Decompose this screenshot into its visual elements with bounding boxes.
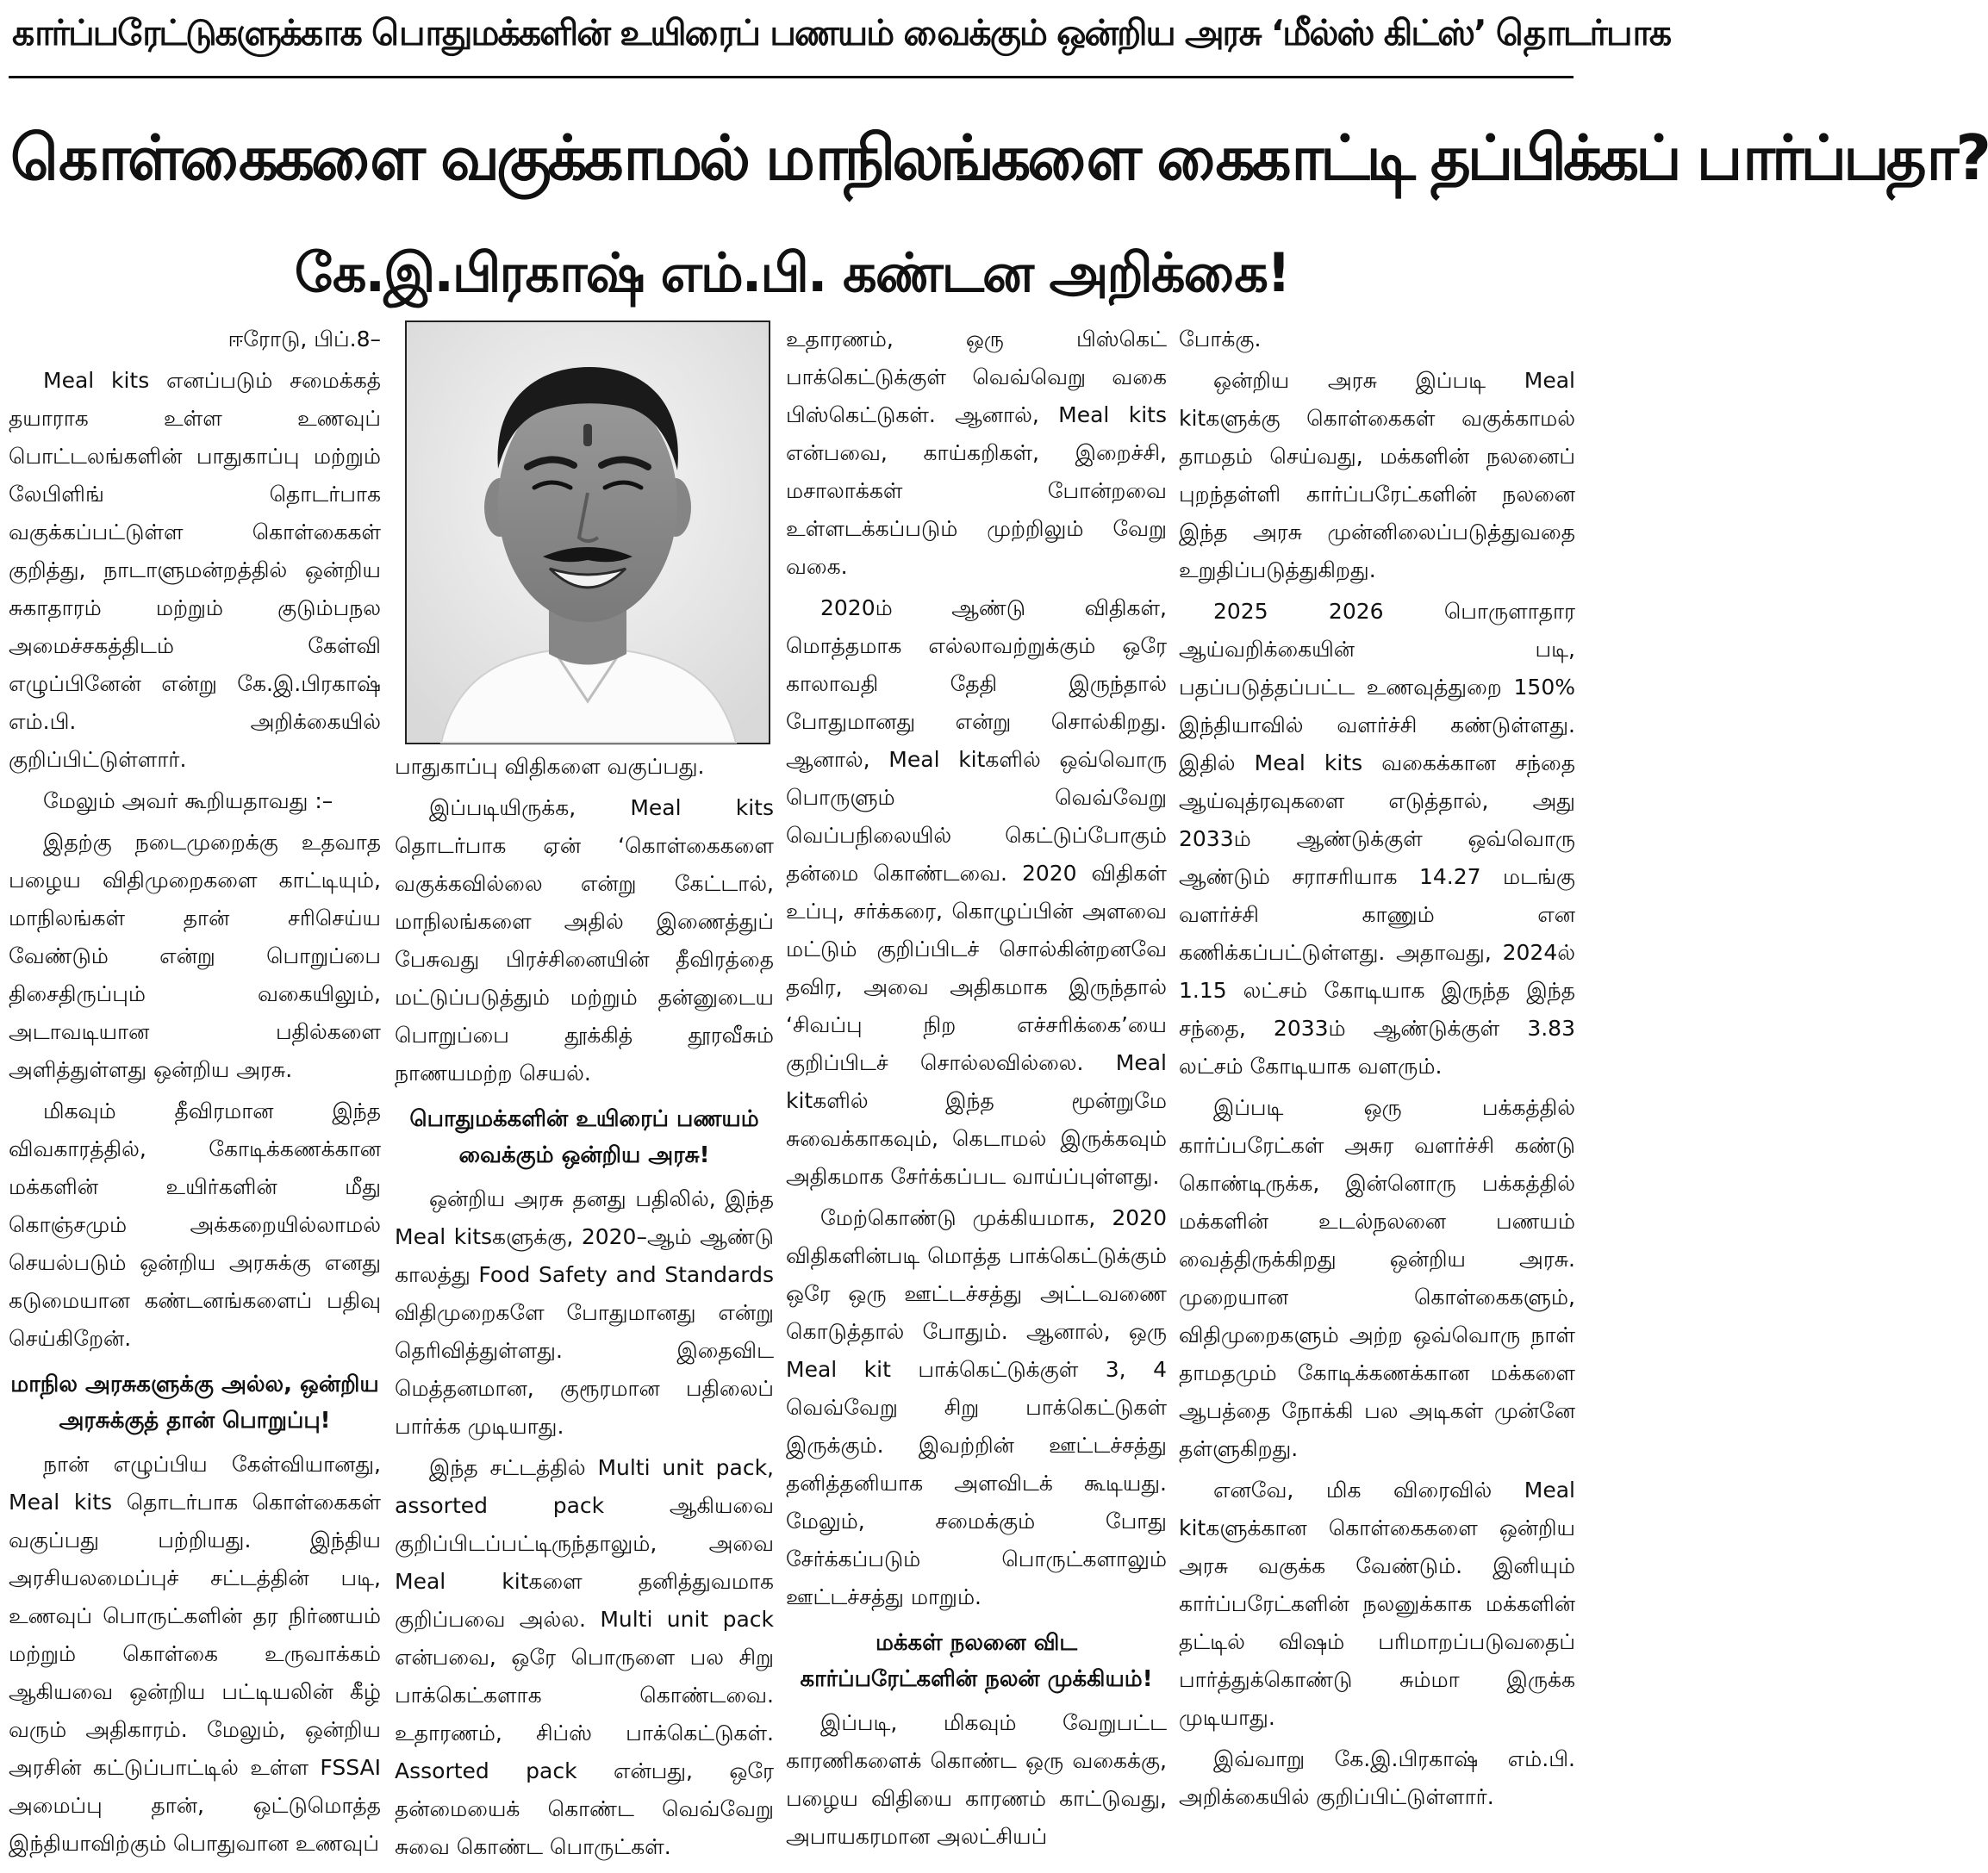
paragraph: இப்படி ஒரு பக்கத்தில் கார்ப்பரேட்கள் அசுர வளர்ச்சி கண்டு கொண்டிருக்க, இன்னொரு பக்கத்தில் மக்களின் உடல்நலனை பணயம் வைத்திருக்கிறது ஒன்றிய அரசு. முறையான கொள்கைகளும், விதிமுறைகளும் அற்ற ஒவ்வொரு நாள் தாமதமும் கோடிக்கணக்கான மக்களை ஆபத்தை நோக்கி பல அடிகள் முன்னே தள்ளுகிறது. (1179, 1095, 1575, 1461)
paragraph: மேலும் அவர் கூறியதாவது :– (43, 788, 333, 813)
paragraph: நான் எழுப்பிய கேள்வியானது, Meal kits தொடர்பாக கொள்கைகள் வகுப்பது பற்றியது. இந்திய அரசியலமைப்புச் சட்டத்தின் படி, உணவுப் பொருட்களின் தர நிர்ணயம் மற்றும் கொள்கை உருவாக்கம் ஆகியவை ஒன்றிய பட்டியலின் கீழ் வரும் அதிகாரம். மேலும், ஒன்றிய அரசின் கட்டுப்பாட்டில் உள்ள FSSAI அமைப்பு தான், ஒட்டுமொத்த இந்தியாவிற்கும் பொதுவான உணவுப் (9, 1452, 381, 1856)
sub-headline: கே.இ.பிரகாஷ் எம்.பி. கண்டன அறிக்கை! (294, 241, 1290, 304)
paragraph: இதற்கு நடைமுறைக்கு உதவாத பழைய விதிமுறைகளை காட்டியும், மாநிலங்கள் தான் சரிசெய்ய வேண்டும் என்று பொறுப்பை திசைதிருப்பும் வகையிலும், அடாவடியான பதில்களை அளித்துள்ளது ஒன்றிய அரசு. (9, 830, 381, 1082)
paragraph: இப்படியிருக்க, Meal kits தொடர்பாக ஏன் ‘கொள்கைகளை வகுக்கவில்லை என்று கேட்டால், மாநிலங்களை அதில் இணைத்துப் பேசுவது பிரச்சினையின் தீவிரத்தை மட்டுப்படுத்தும் மற்றும் தன்னுடைய பொறுப்பை தூக்கித் தூரவீசும் நாணயமற்ற செயல். (395, 795, 774, 1086)
paragraph: மிகவும் தீவிரமான இந்த விவகாரத்தில், கோடிக்கணக்கான மக்களின் உயிர்களின் மீது கொஞ்சமும் அக்கறையில்லாமல் செயல்படும் ஒன்றிய அரசுக்கு எனது கடுமையான கண்டனங்களைப் பதிவு செய்கிறேன். (9, 1098, 381, 1351)
paragraph: பாதுகாப்பு விதிகளை வகுப்பது. (395, 754, 705, 779)
paragraph: இப்படி, மிகவும் வேறுபட்ட காரணிகளைக் கொண்ட ஒரு வகைக்கு, பழைய விதியை காரணம் காட்டுவது, அபாயகரமான அலட்சியப் (786, 1710, 1167, 1849)
paragraph: ஒன்றிய அரசு இப்படி Meal kitகளுக்கு கொள்கைகள் வகுக்காமல் தாமதம் செய்வது, மக்களின் நலனைப் புறந்தள்ளி கார்ப்பரேட்களின் நலனை இந்த அரசு முன்னிலைப்படுத்துவதை உறுதிப்படுத்துகிறது. (1179, 368, 1575, 582)
article-column-1 (9, 320, 381, 1863)
paragraph: மேற்கொண்டு முக்கியமாக, 2020 விதிகளின்படி மொத்த பாக்கெட்டுக்கும் ஒரே ஒரு ஊட்டச்சத்து அட்டவணை கொடுத்தால் போதும். ஆனால், ஒரு Meal kit பாக்கெட்டுக்குள் 3, 4 வெவ்வேறு சிறு பாக்கெட்டுகள் இருக்கும். இவற்றின் ஊட்டச்சத்து தனித்தனியாக அளவிடக் கூடியது. மேலும், சமைக்கும் போது சேர்க்கப்படும் பொருட்களாலும் ஊட்டச்சத்து மாறும். (786, 1205, 1167, 1609)
section-heading: மாநில அரசுகளுக்கு அல்ல, ஒன்றிய அரசுக்குத் தான் பொறுப்பு! (10, 1372, 379, 1434)
portrait-photo (405, 320, 770, 744)
paragraph: போக்கு. (1179, 327, 1262, 352)
paragraph: இந்த சட்டத்தில் Multi unit pack, assorted pack ஆகியவை குறிப்பிடப்பட்டிருந்தாலும், அவை Meal kitகளை தனித்துவமாக குறிப்பவை அல்ல. Multi unit pack என்பவை, ஒரே பொருளை பல சிறு பாக்கெட்களாக கொண்டவை. உதாரணம், சிப்ஸ் பாக்கெட்டுகள். Assorted pack என்பது, ஒரே தன்மையைக் கொண்ட வெவ்வேறு சுவை கொண்ட பொருட்கள். (395, 1455, 774, 1859)
article-column-4 (1179, 320, 1575, 1863)
paragraph: 2025 2026 பொருளாதார ஆய்வறிக்கையின் படி, பதப்படுத்தப்பட்ட உணவுத்துறை 150% இந்தியாவில் வளர்ச்சி கண்டுள்ளது. இதில் Meal kits வகைக்கான சந்தை ஆய்வுத்ரவுகளை எடுத்தால், அது 2033ம் ஆண்டுக்குள் ஒவ்வொரு ஆண்டும் சராசரியாக 14.27 மடங்கு வளர்ச்சி காணும் என கணிக்கப்பட்டுள்ளது. அதாவது, 2024ல் 1.15 லட்சம் கோடியாக இருந்த இந்த சந்தை, 2033ம் ஆண்டுக்குள் 3.83 லட்சம் கோடியாக வளரும். (1179, 599, 1575, 1079)
paragraph: இவ்வாறு கே.இ.பிரகாஷ் எம்.பி. அறிக்கையில் குறிப்பிட்டுள்ளார். (1179, 1746, 1575, 1809)
paragraph: ஒன்றிய அரசு தனது பதிலில், இந்த Meal kitsகளுக்கு, 2020–ஆம் ஆண்டு காலத்து Food Safety and Standards விதிமுறைகளே போதுமானது என்று தெரிவித்துள்ளது. இதைவிட மெத்தனமான, குரூரமான பதிலைப் பார்க்க முடியாது. (395, 1186, 774, 1439)
section-heading: பொதுமக்களின் உயிரைப் பணயம் வைக்கும் ஒன்றிய அரசு! (409, 1106, 759, 1168)
section-heading: மக்கள் நலனை விட கார்ப்பரேட்களின் நலன் முக்கியம்! (800, 1630, 1153, 1692)
article-column-2 (395, 748, 774, 1863)
divider-rule (9, 76, 1574, 78)
paragraph: உதாரணம், ஒரு பிஸ்கெட் பாக்கெட்டுக்குள் வெவ்வெறு வகை பிஸ்கெட்டுகள். ஆனால், Meal kits என்பவை, காய்கறிகள், இறைச்சி, மசாலாக்கள் போன்றவை உள்ளடக்கப்படும் முற்றிலும் வேறு வகை. (786, 327, 1167, 579)
dateline: ஈரோடு, பிப்.8– (227, 327, 381, 352)
paragraph: 2020ம் ஆண்டு விதிகள், மொத்தமாக எல்லாவற்றுக்கும் ஒரே காலாவதி தேதி இருந்தால் போதுமானது என்று சொல்கிறது. ஆனால், Meal kitகளில் ஒவ்வொரு பொருளும் வெவ்வேறு வெப்பநிலையில் கெட்டுப்போகும் தன்மை கொண்டவை. 2020 விதிகள் உப்பு, சர்க்கரை, கொழுப்பின் அளவை மட்டும் குறிப்பிடச் சொல்கின்றனவே தவிர, அவை அதிகமாக இருந்தால் ‘சிவப்பு நிற எச்சரிக்கை’யை குறிப்பிடச் சொல்லவில்லை. Meal kitகளில் இந்த மூன்றுமே சுவைக்காகவும், கெடாமல் இருக்கவும் அதிகமாக சேர்க்கப்பட வாய்ப்புள்ளது. (786, 595, 1167, 1189)
main-headline: கொள்கைகளை வகுக்காமல் மாநிலங்களை கைகாட்டி தப்பிக்கப் பார்ப்பதா? (10, 121, 1988, 194)
paragraph: Meal kits எனப்படும் சமைக்கத் தயாராக உள்ள உணவுப் பொட்டலங்களின் பாதுகாப்பு மற்றும் லேபிளிங் தொடர்பாக வகுக்கப்பட்டுள்ள கொள்கைகள் குறித்து, நாடாளுமன்றத்தில் ஒன்றிய சுகாதாரம் மற்றும் குடும்பநல அமைச்சகத்திடம் கேள்வி எழுப்பினேன் என்று கே.இ.பிரகாஷ் எம்.பி. அறிக்கையில் குறிப்பிட்டுள்ளார். (9, 368, 381, 772)
article-column-3 (786, 320, 1167, 1863)
paragraph: எனவே, மிக விரைவில் Meal kitகளுக்கான கொள்கைகளை ஒன்றிய அரசு வகுக்க வேண்டும். இனியும் கார்ப்பரேட்களின் நலனுக்காக மக்களின் தட்டில் விஷம் பரிமாறப்படுவதைப் பார்த்துக்கொண்டு சும்மா இருக்க முடியாது. (1179, 1478, 1575, 1730)
kicker-line: கார்ப்பரேட்டுகளுக்காக பொதுமக்களின் உயிரைப் பணயம் வைக்கும் ஒன்றிய அரசு ‘மீல்ஸ் கிட்ஸ்’ தொடர்பாக (12, 12, 1671, 53)
